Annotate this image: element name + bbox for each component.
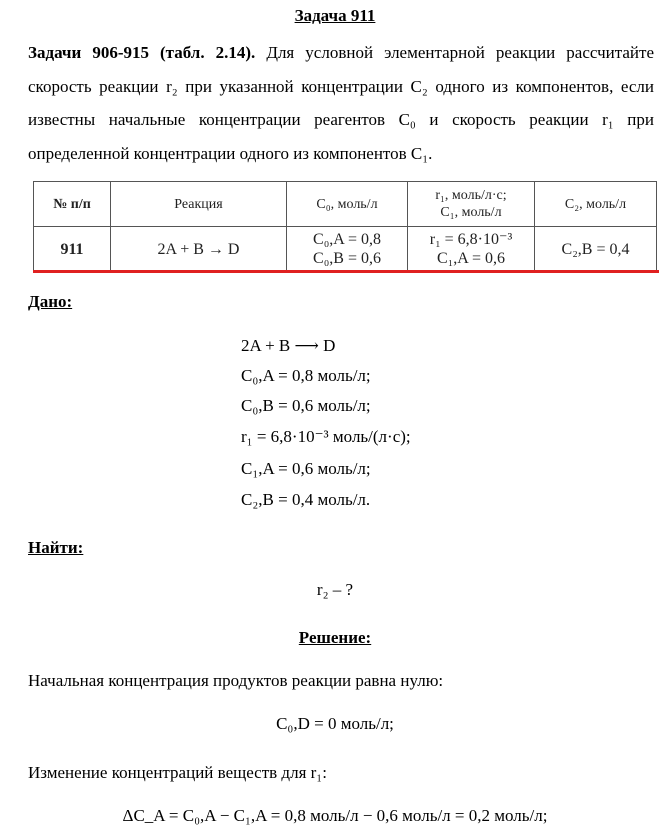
red-underline: [33, 270, 659, 273]
problem-ref: Задачи 906-915 (табл. 2.14).: [28, 43, 256, 62]
header-c1: C₁, моль/л: [440, 205, 502, 220]
find-expression: r₂ – ?: [316, 580, 354, 599]
solution-heading: Решение:: [298, 628, 372, 647]
solution-eq-2: ΔC_A = C₀,A − C₁,A = 0,8 моль/л − 0,6 моль/л = 0,2 моль/л;: [122, 806, 548, 825]
cell-r1-c1: [408, 227, 535, 272]
header-c0: C₀, моль/л: [287, 182, 408, 227]
header-r1: r₁, моль/л·с;: [435, 188, 507, 203]
header-reaction: Реакция: [111, 182, 287, 227]
problem-text: Для условной элементарной реакции рассчитайте скорость реакции r₂ при указанной концентрации C₂ одного из компонентов, если известны начальные концентрации реагентов C₀ и скорость реакции r₁ при определенной концентрации одного из компонентов C₁.: [28, 43, 655, 163]
page-title: Задача 911: [294, 6, 376, 25]
cell-r1: r₁ = 6,8·10⁻³: [429, 231, 513, 248]
cell-c1a: C₁,A = 0,6: [437, 250, 505, 267]
solution-text-2: Изменение концентраций веществ для r₁:: [28, 763, 327, 782]
cell-c2: C₂,B = 0,4: [535, 227, 657, 272]
cell-c0: [287, 227, 408, 272]
cell-num: 911: [34, 227, 111, 272]
given-r1: r₁ = 6,8·10⁻³ моль/(л·с);: [241, 427, 411, 446]
cell-reaction: 2A + B → D: [111, 227, 287, 272]
header-c2: C₂, моль/л: [535, 182, 657, 227]
solution-text-1: Начальная концентрация продуктов реакции равна нулю:: [28, 671, 444, 690]
given-heading: Дано:: [28, 292, 73, 311]
problem-statement: [28, 36, 654, 170]
data-table: [33, 181, 657, 272]
given-reaction: 2A + B ⟶ D: [241, 336, 336, 355]
given-c1a: C₁,A = 0,6 моль/л;: [241, 459, 371, 478]
header-r1-c1: [408, 182, 535, 227]
header-num: № п/п: [34, 182, 111, 227]
given-c0a: C₀,A = 0,8 моль/л;: [241, 366, 371, 385]
solution-eq-1: C₀,D = 0 моль/л;: [276, 714, 394, 733]
given-c0b: C₀,B = 0,6 моль/л;: [241, 396, 371, 415]
given-c2b: C₂,B = 0,4 моль/л.: [241, 490, 371, 509]
cell-c0b: C₀,B = 0,6: [313, 250, 381, 267]
find-heading: Найти:: [28, 538, 84, 557]
cell-c0a: C₀,A = 0,8: [313, 231, 381, 248]
